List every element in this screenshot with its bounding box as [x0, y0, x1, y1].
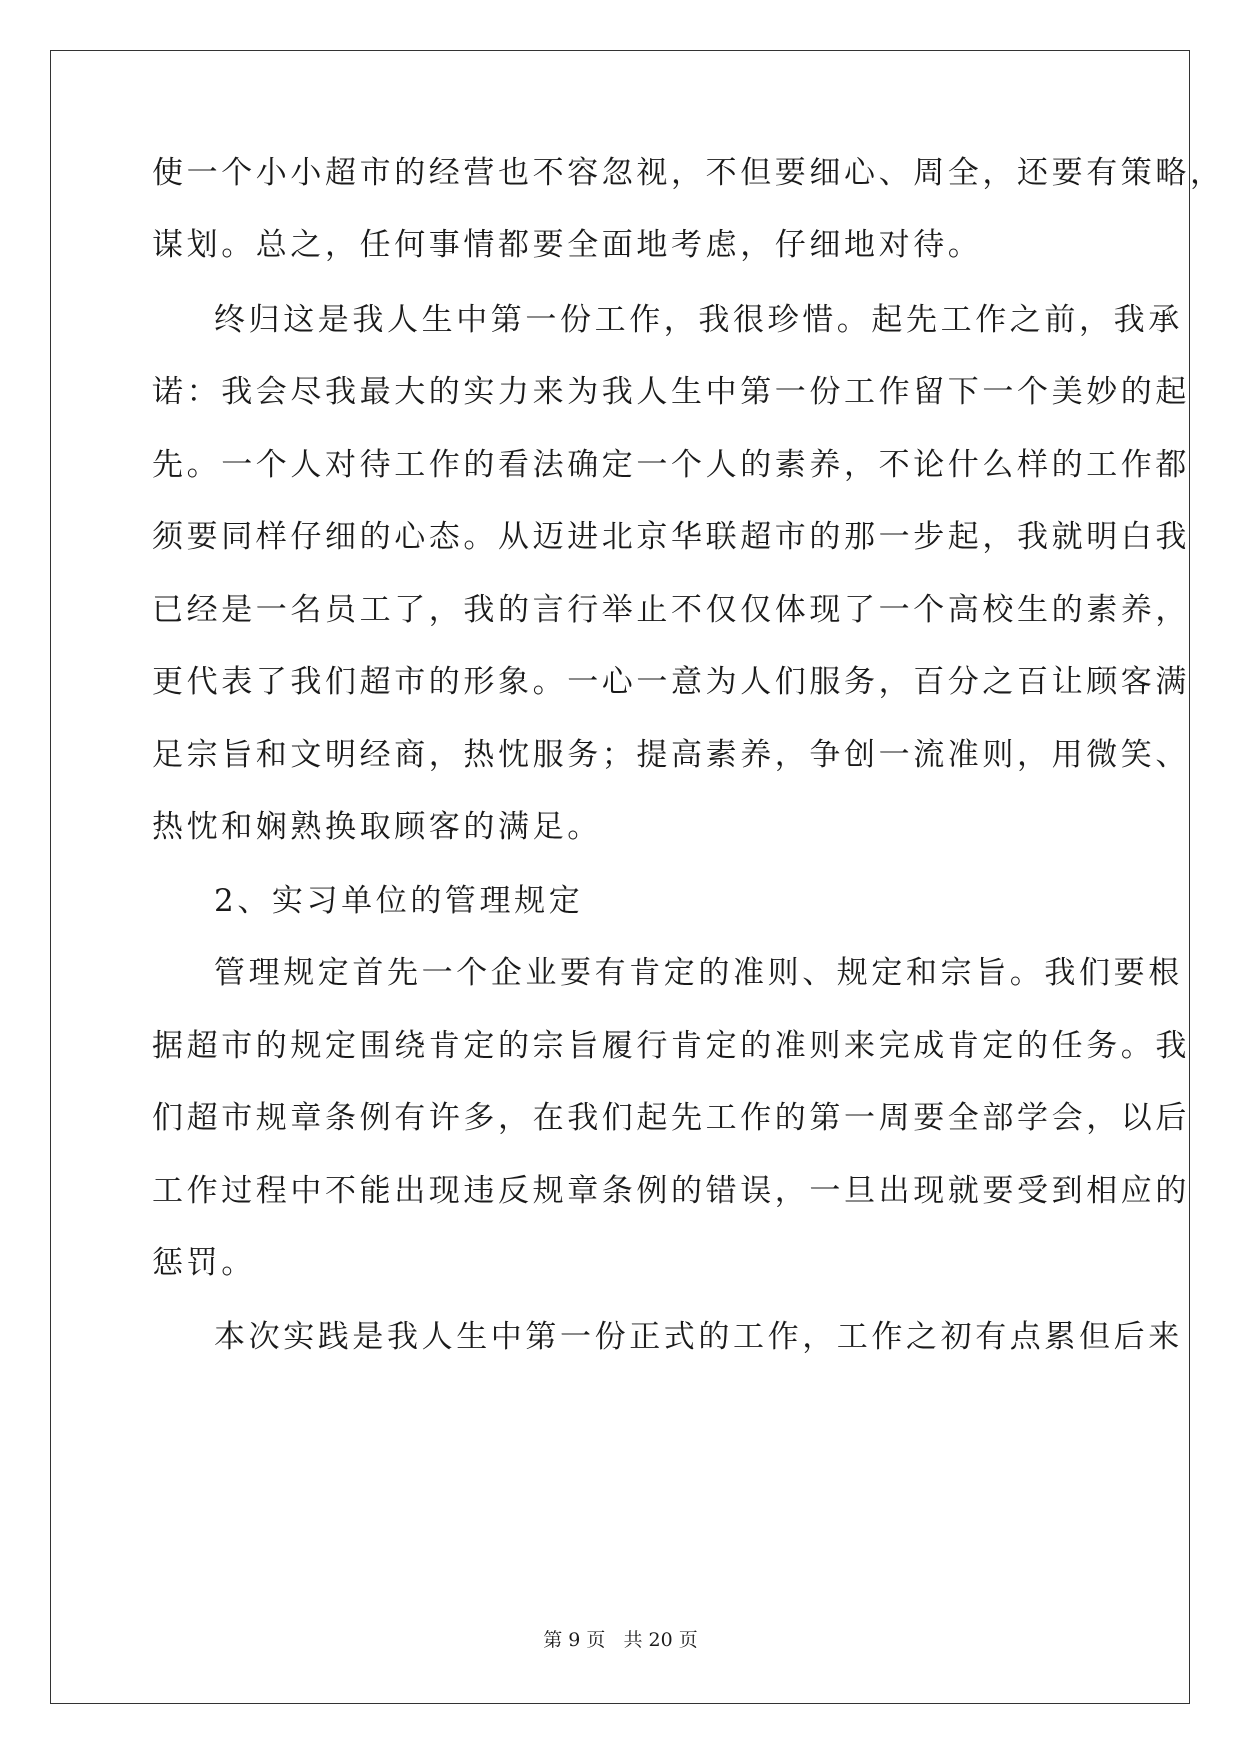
- text-line: 热忱和娴熟换取顾客的满足。: [152, 809, 602, 845]
- text-line: 已经是一名员工了，我的言行举止不仅仅体现了一个高校生的素养，: [152, 592, 1190, 628]
- text-line: 工作过程中不能出现违反规章条例的错误，一旦出现就要受到相应的: [152, 1173, 1190, 1209]
- text-line: 惩罚。: [152, 1245, 256, 1281]
- page-number: 第 9 页: [543, 1629, 606, 1651]
- text-line: 先。一个人对待工作的看法确定一个人的素养，不论什么样的工作都: [152, 447, 1190, 483]
- text-line: 诺：我会尽我最大的实力来为我人生中第一份工作留下一个美妙的起: [152, 374, 1190, 410]
- text-line: 更代表了我们超市的形象。一心一意为人们服务，百分之百让顾客满: [152, 664, 1190, 700]
- section-heading: 2、实习单位的管理规定: [214, 883, 584, 919]
- paragraph-start-line: 终归这是我人生中第一份工作，我很珍惜。起先工作之前，我承: [214, 302, 1183, 338]
- text-line: 须要同样仔细的心态。从迈进北京华联超市的那一步起，我就明白我: [152, 519, 1190, 555]
- paragraph-start-line: 管理规定首先一个企业要有肯定的准则、规定和宗旨。我们要根: [214, 955, 1183, 991]
- paragraph-start-line: 本次实践是我人生中第一份正式的工作，工作之初有点累但后来: [214, 1319, 1183, 1355]
- text-line: 谋划。总之，任何事情都要全面地考虑，仔细地对待。: [152, 227, 983, 263]
- text-line: 足宗旨和文明经商，热忱服务；提高素养，争创一流准则，用微笑、: [152, 737, 1190, 773]
- text-line: 据超市的规定围绕肯定的宗旨履行肯定的准则来完成肯定的任务。我: [152, 1028, 1190, 1064]
- text-line: 们超市规章条例有许多，在我们起先工作的第一周要全部学会，以后: [152, 1100, 1190, 1136]
- page-footer: [0, 1625, 1241, 1652]
- text-line: 使一个小小超市的经营也不容忽视，不但要细心、周全，还要有策略，: [152, 155, 1225, 191]
- page-total: 共 20 页: [623, 1629, 698, 1651]
- page-border: [50, 50, 1190, 1704]
